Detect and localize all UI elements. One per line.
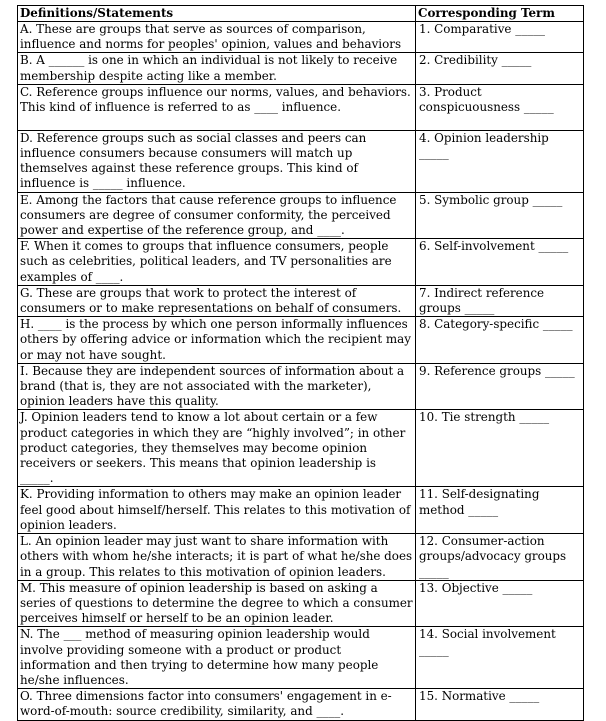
table-row <box>18 627 584 689</box>
statement-cell: K. Providing information to others may make an opinion leader feel good about himself/herself. This relates to this motivation of opinion leaders. <box>18 487 416 534</box>
term-cell: 11. Self-designating method _____ <box>416 487 584 534</box>
term-cell: 4. Opinion leadership _____ <box>416 130 584 192</box>
term-cell: 10. Tie strength _____ <box>416 410 584 487</box>
table-row <box>18 22 584 53</box>
statement-cell: O. Three dimensions factor into consumers' engagement in e-word-of-mouth: source credibility, similarity, and ____. <box>18 689 416 720</box>
statement-cell: C. Reference groups influence our norms, values, and behaviors. This kind of influence is referred to as ____ influence. <box>18 84 416 130</box>
table-row <box>18 239 584 286</box>
terms-header: Corresponding Term <box>416 6 584 22</box>
table-row <box>18 317 584 364</box>
term-cell: 15. Normative _____ <box>416 689 584 720</box>
table-row <box>18 192 584 239</box>
term-cell: 3. Product conspicuousness _____ <box>416 84 584 130</box>
statement-cell: H. ____ is the process by which one person informally influences others by offering advice or information which the recipient may or may not have sought. <box>18 317 416 364</box>
statement-cell: J. Opinion leaders tend to know a lot about certain or a few product categories in which they are “highly involved”; in other product categories, they themselves may become opinion receivers or seekers. This means that opinion leadership is _____. <box>18 410 416 487</box>
table-row <box>18 53 584 84</box>
table-row <box>18 534 584 581</box>
term-cell: 6. Self-involvement _____ <box>416 239 584 286</box>
table-row <box>18 363 584 410</box>
statement-cell: F. When it comes to groups that influence consumers, people such as celebrities, political leaders, and TV personalities are examples of ____. <box>18 239 416 286</box>
table-row <box>18 487 584 534</box>
statement-cell: D. Reference groups such as social classes and peers can influence consumers because consumers will match up themselves against these reference groups. This kind of influence is _____ influence. <box>18 130 416 192</box>
statement-cell: E. Among the factors that cause reference groups to influence consumers are degree of consumer conformity, the perceived power and expertise of the reference group, and ____. <box>18 192 416 239</box>
term-cell: 8. Category-specific _____ <box>416 317 584 364</box>
statement-cell: B. A ______ is one in which an individual is not likely to receive membership despite acting like a member. <box>18 53 416 84</box>
term-cell: 14. Social involvement _____ <box>416 627 584 689</box>
term-cell: 5. Symbolic group _____ <box>416 192 584 239</box>
term-cell: 9. Reference groups _____ <box>416 363 584 410</box>
table-row <box>18 84 584 130</box>
term-cell: 1. Comparative _____ <box>416 22 584 53</box>
table-row <box>18 689 584 720</box>
statement-cell: L. An opinion leader may just want to share information with others with whom he/she interacts; it is part of what he/she does in a group. This relates to this motivation of opinion leaders. <box>18 534 416 581</box>
statement-cell: M. This measure of opinion leadership is based on asking a series of questions to determine the degree to which a consumer perceives himself or herself to be an opinion leader. <box>18 580 416 627</box>
statement-cell: G. These are groups that work to protect the interest of consumers or to make representations on behalf of consumers. <box>18 285 416 316</box>
table-row <box>18 580 584 627</box>
term-cell: 12. Consumer-action groups/advocacy groups _____ <box>416 534 584 581</box>
term-cell: 13. Objective _____ <box>416 580 584 627</box>
table-row <box>18 410 584 487</box>
statement-cell: I. Because they are independent sources of information about a brand (that is, they are not associated with the marketer), opinion leaders have this quality. <box>18 363 416 410</box>
table-row <box>18 285 584 316</box>
term-cell: 7. Indirect reference groups _____ <box>416 285 584 316</box>
statement-cell: N. The ___ method of measuring opinion leadership would involve providing someone with a product or product information and then trying to determine how many people he/she influences. <box>18 627 416 689</box>
matching-exercise <box>17 5 583 721</box>
header-row <box>18 6 584 22</box>
statement-cell: A. These are groups that serve as sources of comparison, influence and norms for peoples' opinion, values and behaviors <box>18 22 416 53</box>
table-row <box>18 130 584 192</box>
matching-table <box>17 5 584 721</box>
term-cell: 2. Credibility _____ <box>416 53 584 84</box>
statements-header: Definitions/Statements <box>18 6 416 22</box>
